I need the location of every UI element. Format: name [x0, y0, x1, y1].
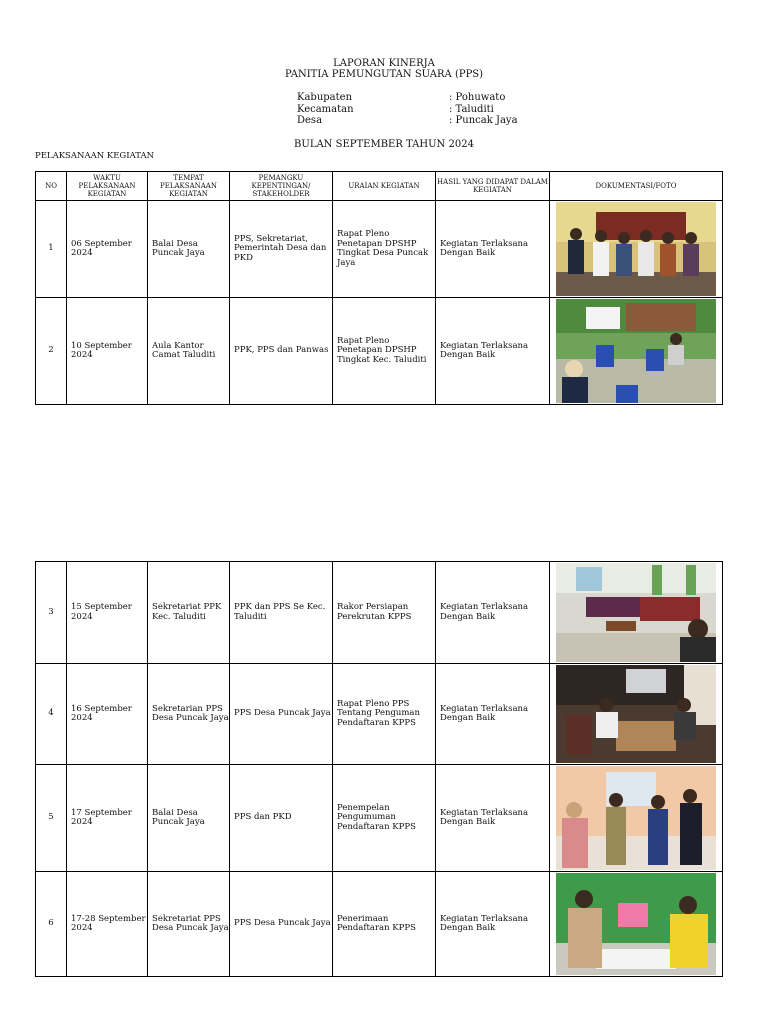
cell-pemangku: PPS dan PKD — [230, 765, 333, 872]
cell-uraian: Rapat Pleno Penetapan DPSHP Tingkat Kec. Taluditi — [333, 298, 436, 405]
cell-pemangku: PPS Desa Puncak Jaya — [230, 664, 333, 765]
cell-tempat: Balai Desa Puncak Jaya — [148, 765, 230, 872]
cell-waktu: 16 September 2024 — [67, 664, 148, 765]
info-row-kabupaten — [297, 92, 518, 104]
cell-tempat: Sekretarian PPS Desa Puncak Jaya — [148, 664, 230, 765]
cell-uraian: Rapat Pleno Penetapan DPSHP Tingkat Desa Puncak Jaya — [333, 201, 436, 298]
cell-tempat: Balai Desa Puncak Jaya — [148, 201, 230, 298]
cell-pemangku: PPK dan PPS Se Kec. Taluditi — [230, 562, 333, 664]
table-row — [36, 765, 723, 872]
table-row — [36, 201, 723, 298]
col-header-no: NO — [36, 172, 67, 201]
cell-no: 2 — [36, 298, 67, 405]
cell-waktu: 15 September 2024 — [67, 562, 148, 664]
cell-waktu: 10 September 2024 — [67, 298, 148, 405]
cell-waktu: 17-28 September 2024 — [67, 872, 148, 977]
activity-table-page1 — [35, 171, 723, 405]
cell-hasil: Kegiatan Terlaksana Dengan Baik — [436, 765, 550, 872]
cell-pemangku: PPK, PPS dan Panwas — [230, 298, 333, 405]
info-label: Desa — [297, 115, 323, 126]
location-info — [297, 92, 518, 127]
cell-pemangku: PPS Desa Puncak Jaya — [230, 872, 333, 977]
cell-uraian: Rapat Pleno PPS Tentang Penguman Pendaftaran KPPS — [333, 664, 436, 765]
col-header-tempat: TEMPAT PELAKSANAAN KEGIATAN — [148, 172, 230, 201]
info-row-desa — [297, 115, 518, 127]
cell-foto — [550, 765, 723, 872]
col-header-pemangku: PEMANGKU KEPENTINGAN/ STAKEHOLDER — [230, 172, 333, 201]
col-header-hasil: HASIL YANG DIDAPAT DALAM KEGIATAN — [436, 172, 550, 201]
cell-foto — [550, 201, 723, 298]
cell-waktu: 17 September 2024 — [67, 765, 148, 872]
table-row — [36, 872, 723, 977]
cell-hasil: Kegiatan Terlaksana Dengan Baik — [436, 298, 550, 405]
cell-foto — [550, 562, 723, 664]
table-row — [36, 664, 723, 765]
report-subtitle: PANITIA PEMUNGUTAN SUARA (PPS) — [284, 69, 484, 80]
cell-hasil: Kegiatan Terlaksana Dengan Baik — [436, 201, 550, 298]
cell-foto — [550, 872, 723, 977]
cell-tempat: Sekretariat PPS Desa Puncak Jaya — [148, 872, 230, 977]
cell-uraian: Penempelan Pengumuman Pendaftaran KPPS — [333, 765, 436, 872]
photo-meeting-hall — [556, 299, 716, 403]
section-title: PELAKSANAAN KEGIATAN — [35, 151, 155, 161]
photo-registration-handover — [556, 873, 716, 975]
cell-no: 1 — [36, 201, 67, 298]
cell-uraian: Rakor Persiapan Perekrutan KPPS — [333, 562, 436, 664]
info-row-kecamatan — [297, 104, 518, 116]
info-label: Kabupaten — [297, 92, 353, 103]
table-header-row — [36, 172, 723, 201]
table-row — [36, 298, 723, 405]
col-header-waktu: WAKTU PELAKSANAAN KEGIATAN — [67, 172, 148, 201]
cell-tempat: Sekretariat PPK Kec. Taluditi — [148, 562, 230, 664]
cell-hasil: Kegiatan Terlaksana Dengan Baik — [436, 562, 550, 664]
cell-foto — [550, 298, 723, 405]
cell-no: 4 — [36, 664, 67, 765]
info-label: Kecamatan — [297, 103, 354, 115]
cell-pemangku: PPS, Sekretariat, Pemerintah Desa dan PKD — [230, 201, 333, 298]
cell-foto — [550, 664, 723, 765]
cell-tempat: Aula Kantor Camat Taluditi — [148, 298, 230, 405]
info-value: : Puncak Jaya — [449, 115, 518, 126]
cell-no: 3 — [36, 562, 67, 664]
cell-uraian: Penerimaan Pendaftaran KPPS — [333, 872, 436, 977]
photo-pps-meeting — [556, 665, 716, 763]
cell-waktu: 06 September 2024 — [67, 201, 148, 298]
table-row — [36, 562, 723, 664]
photo-posting-announcement — [556, 766, 716, 870]
cell-no: 6 — [36, 872, 67, 977]
cell-no: 5 — [36, 765, 67, 872]
cell-hasil: Kegiatan Terlaksana Dengan Baik — [436, 664, 550, 765]
report-title: LAPORAN KINERJA — [333, 58, 435, 69]
col-header-dokumentasi: DOKUMENTASI/FOTO — [550, 172, 723, 201]
photo-meeting-group — [556, 202, 716, 296]
info-value: : Taluditi — [449, 103, 494, 115]
activity-table-page2 — [35, 561, 723, 977]
col-header-uraian: URAIAN KEGIATAN — [333, 172, 436, 201]
info-value: : Pohuwato — [449, 92, 506, 103]
cell-hasil: Kegiatan Terlaksana Dengan Baik — [436, 872, 550, 977]
report-period: BULAN SEPTEMBER TAHUN 2024 — [294, 139, 474, 150]
photo-secretariat-room — [556, 563, 716, 662]
